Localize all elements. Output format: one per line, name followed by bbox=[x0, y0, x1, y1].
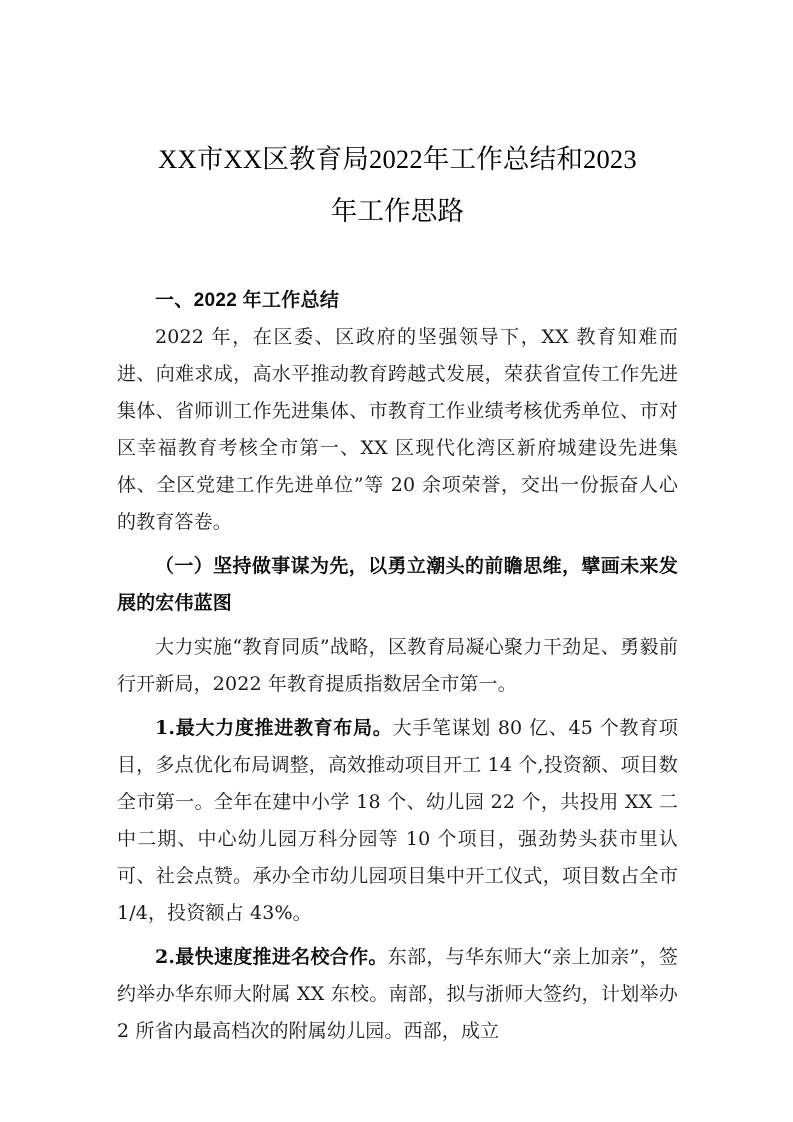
document-title bbox=[117, 0, 678, 237]
numbered-item-2 bbox=[117, 932, 678, 1050]
paragraph-2: 大力实施“教育同质”战略，区教育局凝心聚力干劲足、勇毅前行开新局，2022 年教育提质指数居全市第一。 bbox=[117, 636, 678, 695]
numbered-item-1-lead: 1.最大力度推进教育布局。 bbox=[155, 717, 393, 739]
paragraph-1: 2022 年，在区委、区政府的坚强领导下，XX 教育知难而进、向难求成，高水平推动教育跨越式发展，荣获省宣传工作先进集体、省师训工作先进集体、市教育工作业绩考核优秀单位、市对区幸福教育考核全市第一、XX 区现代化湾区新府城建设先进集体、全区党建工作先进单位”等 20 余项荣誉，交出一份振奋人心的教育答卷。 bbox=[117, 326, 678, 533]
numbered-item-1-body: 大手笔谋划 80 亿、45 个教育项目，多点优化布局调整，高效推动项目开工 14 个,投资额、项目数全市第一。全年在建中小学 18 个、幼儿园 22 个，共投用 XX 二中二期、中心幼儿园万科分园等 10 个项目，强劲势头获市里认可、社会点赞。承办全市幼儿园项目集中开工仪式，项目数占全市 1/4，投资额占 43%。 bbox=[117, 717, 678, 924]
numbered-item-2-lead: 2.最快速度推进名校合作。 bbox=[155, 946, 388, 968]
document-title-line-1: XX市XX区教育局2022年工作总结和2023 bbox=[158, 144, 637, 174]
document-title-line-2: 年工作思路 bbox=[330, 196, 465, 226]
document-content bbox=[117, 0, 678, 1050]
numbered-item-2-body: 东部，与华东师大“亲上加亲”，签约举办华东师大附属 XX 东校。南部，拟与浙师大签约，计划举办 2 所省内最高档次的附属幼儿园。西部，成立 bbox=[117, 946, 678, 1042]
section-heading-1: 一、2022 年工作总结 bbox=[155, 290, 340, 311]
numbered-item-1 bbox=[117, 703, 678, 932]
subsection-heading-1: （一）坚持做事谋为先，以勇立潮头的前瞻思维，擘画未来发展的宏伟蓝图 bbox=[117, 555, 678, 614]
